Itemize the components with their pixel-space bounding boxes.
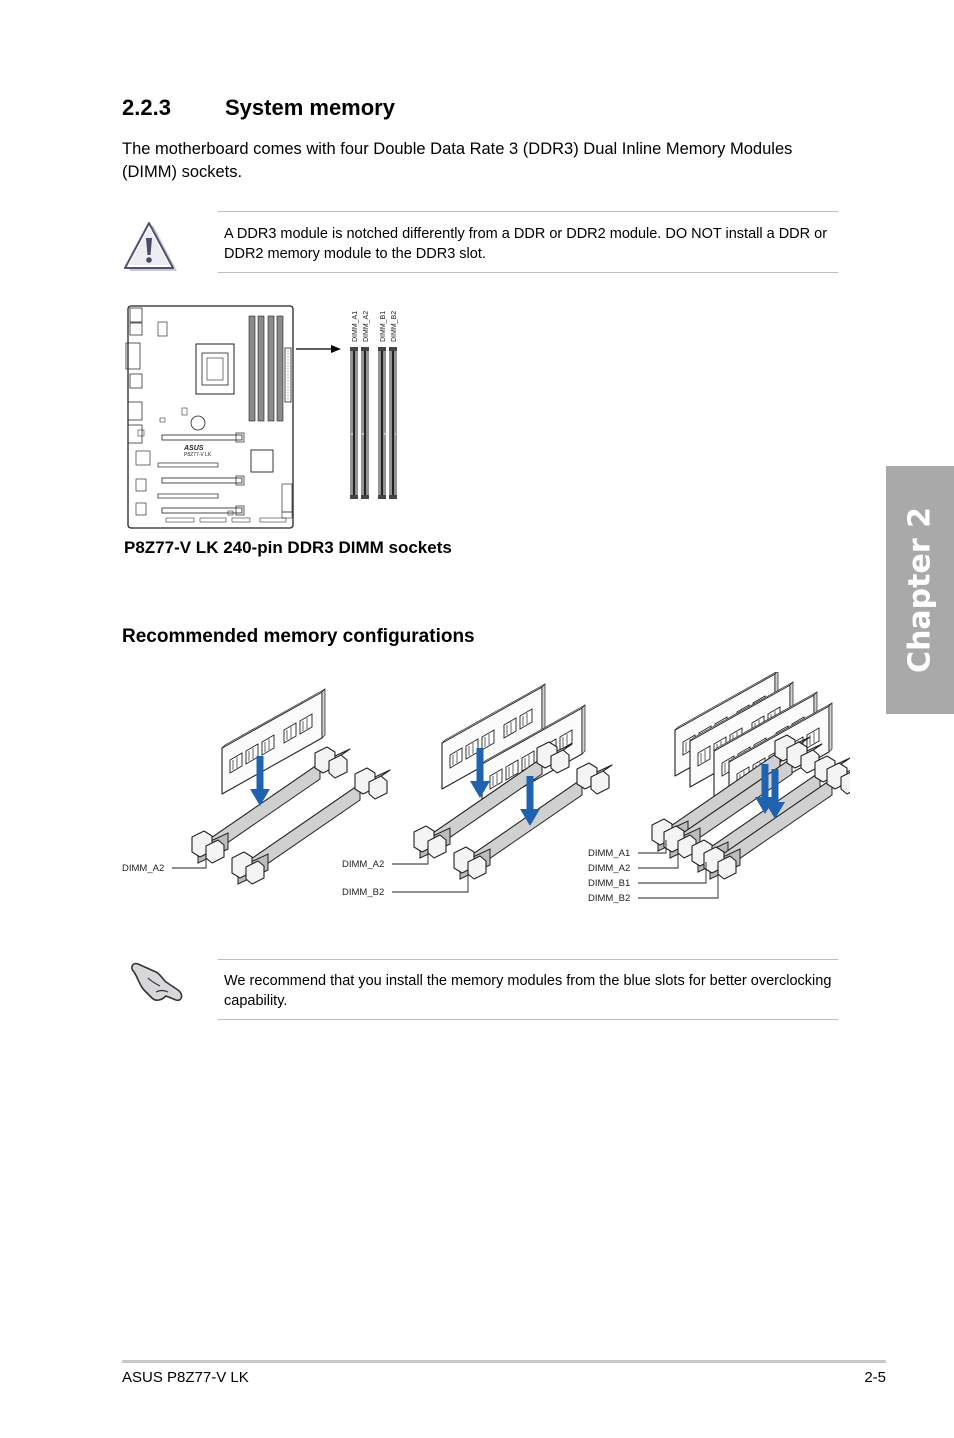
config-2-label-a2: DIMM_A2 [342, 859, 385, 870]
recommended-configurations-illustration [110, 672, 850, 917]
config-1-label-a2: DIMM_A2 [122, 863, 165, 874]
config-3-label-a1: DIMM_A1 [588, 848, 631, 859]
chapter-tab-label: Chapter 2 [902, 507, 938, 673]
svg-text:ASUS: ASUS [184, 445, 204, 452]
dimm-b1-label: DIMM_B1 [380, 310, 387, 342]
config-3-label-b2: DIMM_B2 [588, 893, 631, 904]
section-title: System memory [225, 95, 395, 120]
tip-note-text: We recommend that you install the memory modules from the blue slots for better overclocking capability. [224, 973, 832, 1009]
dimm-slot-enlarged [361, 347, 369, 499]
footer-page-number: 2-5 [864, 1369, 886, 1386]
chapter-tab [886, 466, 954, 714]
tip-note-top-rule [218, 959, 838, 960]
config-3-label-a2: DIMM_A2 [588, 863, 631, 874]
footer-product-name: ASUS P8Z77-V LK [122, 1369, 249, 1386]
dimm-slot-enlarged [350, 347, 358, 499]
recommended-heading: Recommended memory configurations [122, 626, 475, 647]
warning-note-top-rule [218, 211, 838, 212]
warning-triangle-icon [122, 221, 178, 273]
dimm-a1-label: DIMM_A1 [352, 310, 359, 342]
hand-pointer-icon [126, 956, 188, 1006]
config-2-label-b2: DIMM_B2 [342, 887, 385, 898]
diagram-caption: P8Z77-V LK 240-pin DDR3 DIMM sockets [124, 538, 452, 557]
dimm-a2-label: DIMM_A2 [363, 310, 370, 342]
dimm-b2-label: DIMM_B2 [391, 310, 398, 342]
config-3-four-modules [588, 672, 850, 904]
tip-note-bottom-rule [218, 1019, 838, 1020]
footer-rule [122, 1360, 886, 1363]
config-1-one-module [122, 689, 390, 884]
dimm-slot-enlarged [378, 347, 386, 499]
section-heading [122, 95, 395, 121]
motherboard-layout-diagram [120, 298, 420, 533]
warning-note-bottom-rule [218, 272, 838, 273]
warning-note-text: A DDR3 module is notched differently from a DDR or DDR2 module. DO NOT install a DDR or DDR2 memory module to the DDR3 slot. [224, 226, 828, 262]
intro-paragraph: The motherboard comes with four Double Data Rate 3 (DDR3) Dual Inline Memory Modules (DIMM) sockets. [122, 140, 793, 181]
config-3-label-b1: DIMM_B1 [588, 878, 631, 889]
section-number: 2.2.3 [122, 95, 171, 120]
dimm-slot-enlarged [389, 347, 397, 499]
board-label: P8Z77-V LK [184, 452, 212, 458]
